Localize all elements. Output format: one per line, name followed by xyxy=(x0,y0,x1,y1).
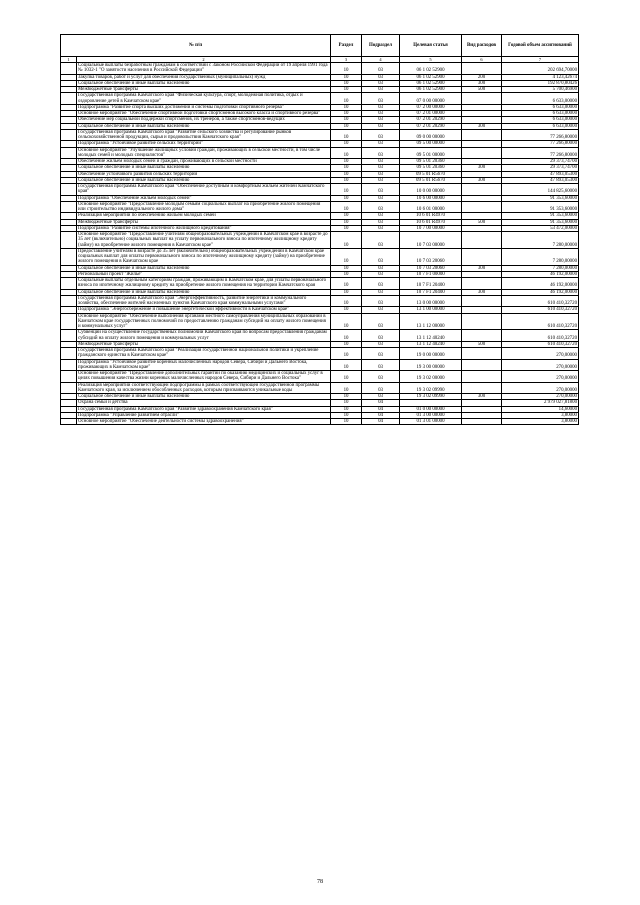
target-article-cell: 06 1 02 52900 xyxy=(400,87,462,93)
razdel-cell: 10 xyxy=(331,289,362,295)
amount-cell: 14,60000 xyxy=(502,406,579,412)
podrazdel-cell: 03 xyxy=(362,147,400,159)
razdel-cell: 10 xyxy=(331,359,362,371)
amount-cell: 202 694,70000 xyxy=(502,63,579,75)
amount-cell: 47 893,05300 xyxy=(502,177,579,183)
razdel-cell: 10 xyxy=(331,123,362,129)
razdel-cell: 10 xyxy=(331,419,362,425)
razdel-cell: 10 xyxy=(331,165,362,171)
item-name-cell: Подпрограмма "Энергосбережение и повышение энергетической эффективности в Камчатском крае" xyxy=(77,307,331,313)
target-article-cell: 06 1 02 52900 xyxy=(400,80,462,86)
column-number: 7 xyxy=(502,57,579,63)
item-name-cell: Основное мероприятие "Улучшение жилищных условий граждан, проживающих в сельской местности, в том числе молодых семей и молодых специалистов" xyxy=(77,147,331,159)
razdel-cell: 10 xyxy=(331,141,362,147)
row-number-cell xyxy=(61,419,77,425)
item-name-cell: Социальное обеспечение и иные выплаты населению xyxy=(77,80,331,86)
header-razdel: Раздел xyxy=(331,35,362,57)
amount-cell: 3,80000 xyxy=(502,419,579,425)
target-article-cell: 10 7 00 00000 xyxy=(400,225,462,231)
podrazdel-cell: 03 xyxy=(362,87,400,93)
target-article-cell: 13 1 12 40240 xyxy=(400,341,462,347)
item-name-cell: Основное мероприятие "Обеспечение деятельности системы здравоохранения" xyxy=(77,419,331,425)
razdel-cell: 10 xyxy=(331,129,362,141)
expense-type-cell: 300 xyxy=(462,123,502,129)
amount-cell: 91 353,60000 xyxy=(502,195,579,201)
expense-type-cell xyxy=(462,278,502,290)
razdel-cell: 10 xyxy=(331,93,362,105)
expense-type-cell xyxy=(462,232,502,249)
razdel-cell: 10 xyxy=(331,412,362,418)
target-article-cell: 07 2 00 00000 xyxy=(400,104,462,110)
table-row xyxy=(61,348,579,360)
item-name-cell: Социальное обеспечение и иные выплаты населению xyxy=(77,289,331,295)
target-article-cell: 10 7 F1 20400 xyxy=(400,278,462,290)
expense-type-cell xyxy=(462,147,502,159)
podrazdel-cell: 04 xyxy=(362,412,400,418)
podrazdel-cell: 04 xyxy=(362,419,400,425)
expense-type-cell: 300 xyxy=(462,394,502,400)
item-name-cell: Государственная программа Камчатского края "Энергоэффективность, развитие энергетики и коммунального хозяйства, обеспечение жителей населенных пунктов Камчатского края коммунальными услугами" xyxy=(77,295,331,307)
row-number-cell xyxy=(61,184,77,196)
amount-cell: 53 472,00000 xyxy=(502,225,579,231)
razdel-cell: 10 xyxy=(331,348,362,360)
razdel-cell: 10 xyxy=(331,213,362,219)
item-name-cell: Обеспечение жильем молодых семей и граждан, проживающих в сельской местности xyxy=(77,159,331,165)
table-row xyxy=(61,129,579,141)
target-article-cell: 19 3 02 09990 xyxy=(400,382,462,394)
podrazdel-cell: 03 xyxy=(362,359,400,371)
expense-type-cell: 300 xyxy=(462,80,502,86)
target-article-cell: 10 6 01 R4970 xyxy=(400,219,462,225)
item-name-cell: Субвенции на осуществление государственных полномочий Камчатского края по вопросам предоставления гражданам субсидий на оплату жилого помещения и коммунальных услуг xyxy=(77,330,331,342)
item-name-cell: Межбюджетные трансферты xyxy=(77,219,331,225)
podrazdel-cell: 03 xyxy=(362,225,400,231)
amount-cell: 2 979 027,81800 xyxy=(502,400,579,406)
item-name-cell: Межбюджетные трансферты xyxy=(77,87,331,93)
podrazdel-cell: 04 xyxy=(362,406,400,412)
item-name-cell: Социальное обеспечение и иные выплаты населению xyxy=(77,177,331,183)
target-article-cell: 06 1 02 52900 xyxy=(400,63,462,75)
item-name-cell: Реализация мероприятий соответствующей подпрограммы в рамках соответствующей государственной программы Камчатского края, за исключением обособленных расходов, которым присваиваются уникальные коды xyxy=(77,382,331,394)
target-article-cell: 01 0 00 00000 xyxy=(400,406,462,412)
column-number: 2 xyxy=(77,57,331,63)
razdel-cell: 10 xyxy=(331,400,362,406)
amount-cell: 6 633,00000 xyxy=(502,111,579,117)
podrazdel-cell: 03 xyxy=(362,348,400,360)
target-article-cell: 13 1 12 00000 xyxy=(400,313,462,330)
podrazdel-cell: 03 xyxy=(362,265,400,271)
amount-cell: 610 410,32720 xyxy=(502,313,579,330)
amount-cell: 610 410,32720 xyxy=(502,341,579,347)
item-name-cell: Подпрограмма "Управление развитием отрасли" xyxy=(77,412,331,418)
target-article-cell: 19 3 02 09990 xyxy=(400,394,462,400)
header-annual-amount: Годовой объем ассигнований xyxy=(502,35,579,57)
expense-type-cell: 300 xyxy=(462,165,502,171)
razdel-cell: 10 xyxy=(331,184,362,196)
row-number-cell xyxy=(61,129,77,141)
target-article-cell: 19 3 02 00000 xyxy=(400,371,462,383)
razdel-cell: 10 xyxy=(331,265,362,271)
table-row xyxy=(61,313,579,330)
table-row xyxy=(61,359,579,371)
expense-type-cell xyxy=(462,313,502,330)
expense-type-cell xyxy=(462,330,502,342)
razdel-cell: 10 xyxy=(331,341,362,347)
amount-cell: 144 825,60000 xyxy=(502,184,579,196)
table-row xyxy=(61,93,579,105)
item-name-cell: Социальное обеспечение и иные выплаты населению xyxy=(77,165,331,171)
item-name-cell: Социальное обеспечение и иные выплаты населению xyxy=(77,394,331,400)
target-article-cell: 19 3 00 00000 xyxy=(400,359,462,371)
table-header-row xyxy=(61,35,579,57)
amount-cell: 6 633,00000 xyxy=(502,123,579,129)
row-number-cell xyxy=(61,147,77,159)
amount-cell: 610 410,32720 xyxy=(502,295,579,307)
razdel-cell: 10 xyxy=(331,219,362,225)
target-article-cell: 01 3 01 00000 xyxy=(400,419,462,425)
column-number: 6 xyxy=(462,57,502,63)
podrazdel-cell: 03 xyxy=(362,307,400,313)
expense-type-cell: 200 xyxy=(462,74,502,80)
podrazdel-cell: 03 xyxy=(362,93,400,105)
expense-type-cell: 500 xyxy=(462,219,502,225)
expense-type-cell: 300 xyxy=(462,177,502,183)
target-article-cell: 07 2 01 20290 xyxy=(400,123,462,129)
expense-type-cell xyxy=(462,184,502,196)
expense-type-cell xyxy=(462,359,502,371)
razdel-cell: 10 xyxy=(331,111,362,117)
column-number: 3 xyxy=(331,57,362,63)
expense-type-cell xyxy=(462,93,502,105)
razdel-cell: 10 xyxy=(331,307,362,313)
item-name-cell: Основное мероприятие "Предоставление молодым семьям социальных выплат на приобретение жилого помещения или строительство индивидуального жилого дома" xyxy=(77,201,331,213)
item-name-cell: Региональный проект "Жилье" xyxy=(77,271,331,277)
item-name-cell: Охрана семьи и детства xyxy=(77,400,331,406)
expense-type-cell: 300 xyxy=(462,289,502,295)
amount-cell: 4 123,42674 xyxy=(502,74,579,80)
row-number-cell xyxy=(61,359,77,371)
target-article-cell: 10 7 03 20060 xyxy=(400,248,462,265)
amount-cell: 5 700,46900 xyxy=(502,87,579,93)
column-number: 1 xyxy=(61,57,77,63)
podrazdel-cell: 03 xyxy=(362,330,400,342)
razdel-cell: 10 xyxy=(331,382,362,394)
table-row xyxy=(61,147,579,159)
podrazdel-cell: 03 xyxy=(362,165,400,171)
amount-cell: 46 192,00000 xyxy=(502,289,579,295)
table-row xyxy=(61,63,579,75)
target-article-cell: 09 5 01 R5670 xyxy=(400,171,462,177)
expense-type-cell xyxy=(462,295,502,307)
podrazdel-cell: 03 xyxy=(362,123,400,129)
amount-cell: 91 353,60000 xyxy=(502,213,579,219)
amount-cell: 47 893,05300 xyxy=(502,171,579,177)
item-name-cell: Социальное обеспечение и иные выплаты населению xyxy=(77,123,331,129)
podrazdel-cell: 03 xyxy=(362,382,400,394)
razdel-cell: 10 xyxy=(331,330,362,342)
podrazdel-cell: 03 xyxy=(362,371,400,383)
podrazdel-cell: 03 xyxy=(362,184,400,196)
row-number-cell xyxy=(61,201,77,213)
row-number-cell xyxy=(61,382,77,394)
target-article-cell: 09 0 00 00000 xyxy=(400,129,462,141)
expense-type-cell: 300 xyxy=(462,265,502,271)
table-row xyxy=(61,295,579,307)
item-name-cell: Государственная программа Камчатского края "Физическая культура, спорт, молодежная политика, отдых и оздоровление детей в Камчатском крае" xyxy=(77,93,331,105)
amount-cell: 270,00000 xyxy=(502,348,579,360)
page-number: 78 xyxy=(317,879,323,885)
item-name-cell: Основное мероприятие "Предоставление дополнительных гарантий по оказанию медицинских и социальных услуг в целях повышения качества жизни коренных малочисленных народов Севера, Сибири и Дальнего Востока" xyxy=(77,371,331,383)
razdel-cell: 10 xyxy=(331,80,362,86)
razdel-cell: 10 xyxy=(331,271,362,277)
amount-cell: 192 870,80426 xyxy=(502,80,579,86)
table-row xyxy=(61,184,579,196)
podrazdel-cell: 03 xyxy=(362,313,400,330)
expense-type-cell xyxy=(462,63,502,75)
podrazdel-cell: 03 xyxy=(362,278,400,290)
razdel-cell: 10 xyxy=(331,147,362,159)
column-number: 4 xyxy=(362,57,400,63)
podrazdel-cell: 03 xyxy=(362,213,400,219)
amount-cell: 6 633,00000 xyxy=(502,93,579,105)
item-name-cell: Подпрограмма "Устойчивое развитие сельских территорий" xyxy=(77,141,331,147)
table-row xyxy=(61,201,579,213)
row-number-cell xyxy=(61,371,77,383)
amount-cell: 6 633,00000 xyxy=(502,117,579,123)
item-name-cell: Социальные выплаты отдельным категориям граждан, проживающим в Камчатском крае, для уплаты первоначального взноса по ипотечному жилищному кредиту на приобретение жилого помещения на территории Камчатского края xyxy=(77,278,331,290)
podrazdel-cell: 03 xyxy=(362,159,400,165)
razdel-cell: 10 xyxy=(331,295,362,307)
amount-cell: 610 410,32720 xyxy=(502,307,579,313)
item-name-cell: Закупка товаров, работ и услуг для обеспечения государственных (муниципальных) нужд xyxy=(77,74,331,80)
podrazdel-cell: 03 xyxy=(362,394,400,400)
item-name-cell: Обеспечение устойчивого развития сельских территорий xyxy=(77,171,331,177)
target-article-cell: 06 1 02 52900 xyxy=(400,74,462,80)
table-body xyxy=(61,63,579,425)
item-name-cell: Социальные выплаты безработным гражданам в соответствии с Законом Российской Федерации от 19 апреля 1991 года № 1032-1 "О занятости населения в Российской Федерации" xyxy=(77,63,331,75)
podrazdel-cell: 03 xyxy=(362,295,400,307)
target-article-cell: 10 0 00 00000 xyxy=(400,184,462,196)
podrazdel-cell: 03 xyxy=(362,219,400,225)
target-article-cell: 10 6 01 00000 xyxy=(400,201,462,213)
table-row xyxy=(61,371,579,383)
expense-type-cell xyxy=(462,371,502,383)
row-number-cell xyxy=(61,93,77,105)
razdel-cell: 10 xyxy=(331,104,362,110)
table-row xyxy=(61,382,579,394)
item-name-cell: Основное мероприятие "Обеспечение спортивной подготовки спортсменов высокого класса и спортивного резерва" xyxy=(77,111,331,117)
amount-cell: 610 410,32720 xyxy=(502,330,579,342)
podrazdel-cell: 03 xyxy=(362,177,400,183)
amount-cell: 7 280,00000 xyxy=(502,232,579,249)
amount-cell: 29 373,74700 xyxy=(502,165,579,171)
podrazdel-cell: 03 xyxy=(362,104,400,110)
amount-cell: 46 192,00000 xyxy=(502,271,579,277)
amount-cell: 7 280,00000 xyxy=(502,248,579,265)
razdel-cell: 10 xyxy=(331,201,362,213)
item-name-cell: Реализация мероприятий по обеспечению жильем молодых семей xyxy=(77,213,331,219)
header-target-article: Целевая статья xyxy=(400,35,462,57)
razdel-cell: 10 xyxy=(331,177,362,183)
amount-cell: 270,00000 xyxy=(502,359,579,371)
target-article-cell: 13 0 00 00000 xyxy=(400,295,462,307)
amount-cell: 3,80000 xyxy=(502,412,579,418)
podrazdel-cell: 03 xyxy=(362,195,400,201)
item-name-cell: Основное мероприятие "Обеспечение выполнения органами местного самоуправления муниципальных образований в Камчатском крае государственных полномочий по предоставлению гражданам субсидий на оплату жилого помещения и коммунальных услуг" xyxy=(77,313,331,330)
item-name-cell: Подпрограмма "Развитие системы ипотечного жилищного кредитования" xyxy=(77,225,331,231)
razdel-cell: 10 xyxy=(331,195,362,201)
expense-type-cell xyxy=(462,248,502,265)
item-name-cell: Государственная программа Камчатского края "Развитие здравоохранения Камчатского края" xyxy=(77,406,331,412)
amount-cell: 270,00000 xyxy=(502,382,579,394)
amount-cell: 46 192,00000 xyxy=(502,278,579,290)
expense-type-cell: 500 xyxy=(462,87,502,93)
target-article-cell: 10 6 01 R4970 xyxy=(400,213,462,219)
item-name-cell: Подпрограмма "Устойчивое развитие коренных малочисленных народов Севера, Сибири и Дальнего Востока, проживающих в Камчатском крае" xyxy=(77,359,331,371)
item-name-cell: Государственная программа Камчатского края "Реализация государственной национальной политики и укрепление гражданского единства в Камчатском крае" xyxy=(77,348,331,360)
row-number-cell xyxy=(61,313,77,330)
target-article-cell: 01 3 00 00000 xyxy=(400,412,462,418)
row-number-cell xyxy=(61,348,77,360)
target-article-cell: 09 5 00 00000 xyxy=(400,141,462,147)
expense-type-cell xyxy=(462,382,502,394)
expense-type-cell xyxy=(462,348,502,360)
target-article-cell: 19 0 00 00000 xyxy=(400,348,462,360)
expense-type-cell xyxy=(462,419,502,425)
razdel-cell: 10 xyxy=(331,371,362,383)
table-row xyxy=(61,330,579,342)
target-article-cell: 10 7 F1 20400 xyxy=(400,289,462,295)
item-name-cell: Межбюджетные трансферты xyxy=(77,341,331,347)
podrazdel-cell: 03 xyxy=(362,171,400,177)
podrazdel-cell: 03 xyxy=(362,341,400,347)
amount-cell: 77 266,80000 xyxy=(502,141,579,147)
amount-cell: 91 353,60000 xyxy=(502,219,579,225)
amount-cell: 29 373,74700 xyxy=(502,159,579,165)
amount-cell: 6 633,00000 xyxy=(502,104,579,110)
target-article-cell: 07 2 01 20290 xyxy=(400,117,462,123)
header-expense-type: Вид расходов xyxy=(462,35,502,57)
target-article-cell: 09 5 01 R5670 xyxy=(400,177,462,183)
item-name-cell: Государственная программа Камчатского края "Развитие сельского хозяйства и регулирование рынков сельскохозяйственной продукции, сырья и продовольствия Камчатского края" xyxy=(77,129,331,141)
podrazdel-cell: 03 xyxy=(362,289,400,295)
podrazdel-cell: 03 xyxy=(362,80,400,86)
row-number-cell xyxy=(61,248,77,265)
podrazdel-cell: 03 xyxy=(362,248,400,265)
row-number-cell xyxy=(61,295,77,307)
razdel-cell: 10 xyxy=(331,171,362,177)
target-article-cell: 10 7 03 20060 xyxy=(400,265,462,271)
podrazdel-cell: 03 xyxy=(362,74,400,80)
razdel-cell: 10 xyxy=(331,74,362,80)
podrazdel-cell: 03 xyxy=(362,111,400,117)
row-number-cell xyxy=(61,63,77,75)
item-name-cell: Подпрограмма "Развитие спорта высших достижений и системы подготовки спортивного резерва" xyxy=(77,104,331,110)
expense-type-cell xyxy=(462,201,502,213)
podrazdel-cell: 04 xyxy=(362,400,400,406)
item-name-cell: Социальное обеспечение и иные выплаты населению xyxy=(77,265,331,271)
podrazdel-cell: 03 xyxy=(362,129,400,141)
table-row xyxy=(61,232,579,249)
amount-cell: 91 353,60000 xyxy=(502,201,579,213)
podrazdel-cell: 03 xyxy=(362,117,400,123)
item-name-cell: Государственная программа Камчатского края "Обеспечение доступным и комфортным жильем жителей Камчатского края" xyxy=(77,184,331,196)
header-podrazdel: Подраздел xyxy=(362,35,400,57)
target-article-cell: 10 7 03 00000 xyxy=(400,232,462,249)
razdel-cell: 10 xyxy=(331,248,362,265)
razdel-cell: 10 xyxy=(331,394,362,400)
razdel-cell: 10 xyxy=(331,232,362,249)
razdel-cell: 10 xyxy=(331,225,362,231)
podrazdel-cell: 03 xyxy=(362,201,400,213)
item-name-cell: Подпрограмма "Обеспечение жильем молодых семей" xyxy=(77,195,331,201)
expense-type-cell: 500 xyxy=(462,341,502,347)
item-name-cell: Предоставление учителям в возрасте до 35 лет (включительно) общеобразовательных учреждений в Камчатском крае социальных выплат для оплаты первоначального взноса по ипотечному жилищному кредиту (займу) на приобретение жилого помещения в Камчатском крае xyxy=(77,248,331,265)
razdel-cell: 10 xyxy=(331,87,362,93)
document-page xyxy=(60,34,578,425)
expense-type-cell xyxy=(462,129,502,141)
target-article-cell: 09 5 01 00000 xyxy=(400,147,462,159)
amount-cell: 77 266,80000 xyxy=(502,129,579,141)
target-article-cell: 13 1 00 00000 xyxy=(400,307,462,313)
target-article-cell: 13 1 12 40240 xyxy=(400,330,462,342)
table-row xyxy=(61,248,579,265)
item-name-cell: Обеспечение мер социальной поддержки спортсменов, их тренеров, а также спортсменов-ведущих xyxy=(77,117,331,123)
amount-cell: 77 266,80000 xyxy=(502,147,579,159)
razdel-cell: 10 xyxy=(331,278,362,290)
item-name-cell: Основное мероприятие "Предоставление учителям общеобразовательных учреждений в Камчатском крае в возрасте до 35 лет (включительно) социальных выплат на уплату первоначального взноса по ипотечному жилищному кредиту (займу) на приобретение жилого помещения в Камчатском крае" xyxy=(77,232,331,249)
razdel-cell: 10 xyxy=(331,406,362,412)
target-article-cell: 09 5 01 20360 xyxy=(400,165,462,171)
row-number-cell xyxy=(61,330,77,342)
amount-cell: 7 280,00000 xyxy=(502,265,579,271)
target-article-cell: 10 7 F1 00000 xyxy=(400,271,462,277)
amount-cell: 270,00000 xyxy=(502,394,579,400)
target-article-cell: 07 2 01 00000 xyxy=(400,111,462,117)
target-article-cell: 09 5 01 20360 xyxy=(400,159,462,165)
razdel-cell: 10 xyxy=(331,313,362,330)
table-row xyxy=(61,419,579,425)
header-number: № п/п xyxy=(61,35,331,57)
podrazdel-cell: 03 xyxy=(362,232,400,249)
podrazdel-cell: 03 xyxy=(362,141,400,147)
target-article-cell: 07 0 00 00000 xyxy=(400,93,462,105)
razdel-cell: 10 xyxy=(331,117,362,123)
podrazdel-cell: 03 xyxy=(362,271,400,277)
row-number-cell xyxy=(61,278,77,290)
razdel-cell: 10 xyxy=(331,159,362,165)
target-article-cell: 10 6 00 00000 xyxy=(400,195,462,201)
row-number-cell xyxy=(61,232,77,249)
razdel-cell: 10 xyxy=(331,63,362,75)
amount-cell: 270,00000 xyxy=(502,371,579,383)
podrazdel-cell: 03 xyxy=(362,63,400,75)
column-number: 5 xyxy=(400,57,462,63)
budget-table xyxy=(60,34,579,425)
table-row xyxy=(61,278,579,290)
